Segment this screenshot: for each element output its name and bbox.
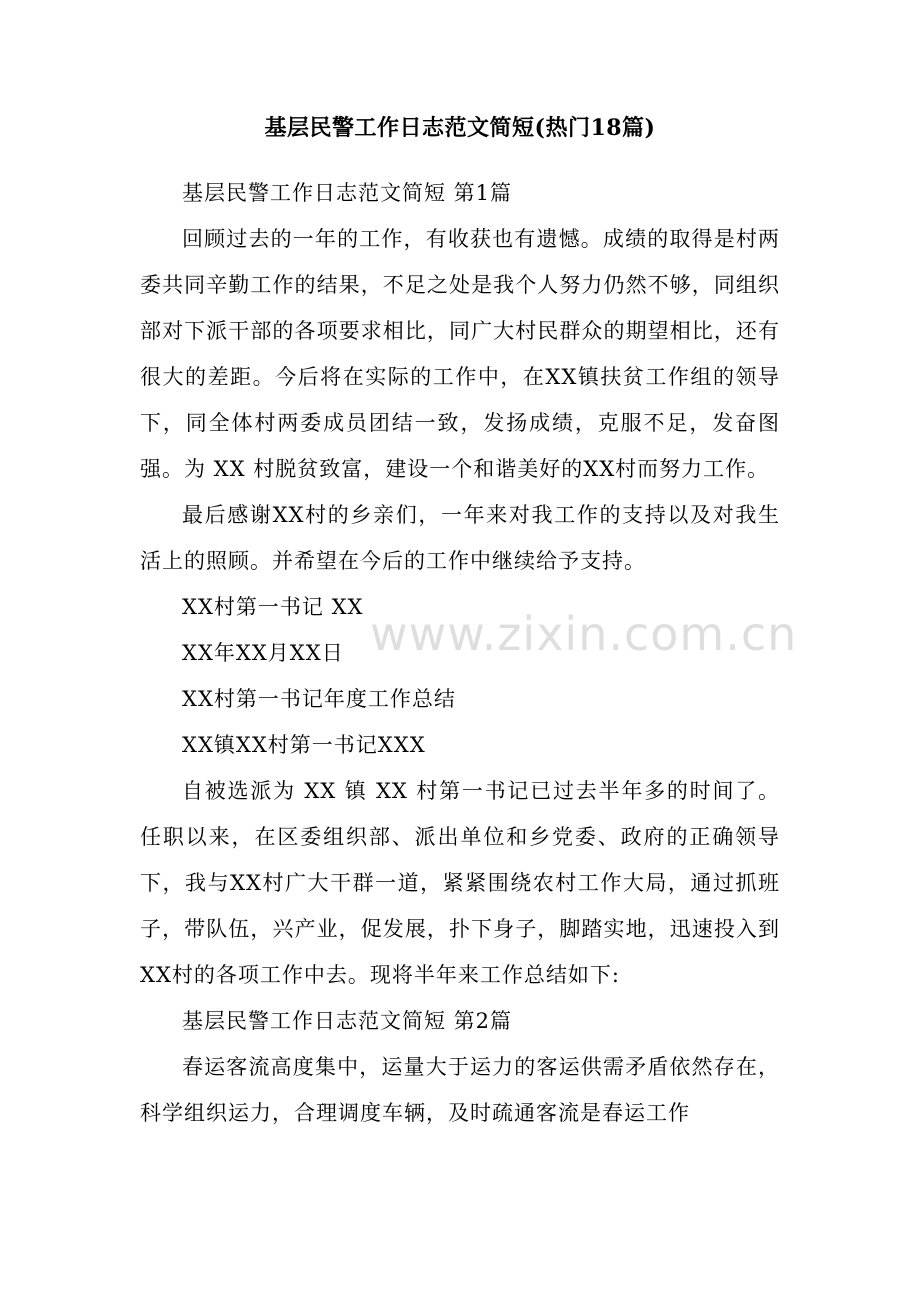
author-line: XX镇XX村第一书记XXX	[182, 733, 426, 757]
paragraph: 自被选派为 XX 镇 XX 村第一书记已过去半年多的时间了。任职以来，在区委组织部、派出单位和乡党委、政府的正确领导下，我与XX村广大干群一道，紧紧围绕农村工作大局，通过抓班子，带队伍，兴产业，促发展，扑下身子，脚踏实地，迅速投入到XX村的各项工作中去。现将半年来工作总结如下:	[140, 779, 780, 987]
section-heading-1: 基层民警工作日志范文简短 第1篇	[182, 181, 513, 205]
subheading: XX村第一书记年度工作总结	[182, 687, 456, 711]
date-line: XX年XX月XX日	[182, 641, 344, 665]
paragraph: 最后感谢XX村的乡亲们，一年来对我工作的支持以及对我生活上的照顾。并希望在今后的工作中继续给予支持。	[140, 503, 780, 573]
signature-line: XX村第一书记 XX	[182, 595, 364, 619]
watermark: www.zixin.com.cn	[370, 607, 798, 661]
document-body	[140, 110, 780, 1136]
document-title: 基层民警工作日志范文简短(热门18篇)	[264, 115, 656, 141]
section-heading-2: 基层民警工作日志范文简短 第2篇	[182, 1009, 513, 1033]
paragraph: 回顾过去的一年的工作，有收获也有遗憾。成绩的取得是村两委共同辛勤工作的结果，不足之处是我个人努力仍然不够，同组织部对下派干部的各项要求相比，同广大村民群众的期望相比，还有很大的差距。今后将在实际的工作中，在XX镇扶贫工作组的领导下，同全体村两委成员团结一致，发扬成绩，克服不足，发奋图强。为 XX 村脱贫致富，建设一个和谐美好的XX村而努力工作。	[140, 227, 780, 481]
paragraph: 春运客流高度集中，运量大于运力的客运供需矛盾依然存在，科学组织运力，合理调度车辆，及时疏通客流是春运工作	[140, 1055, 780, 1125]
